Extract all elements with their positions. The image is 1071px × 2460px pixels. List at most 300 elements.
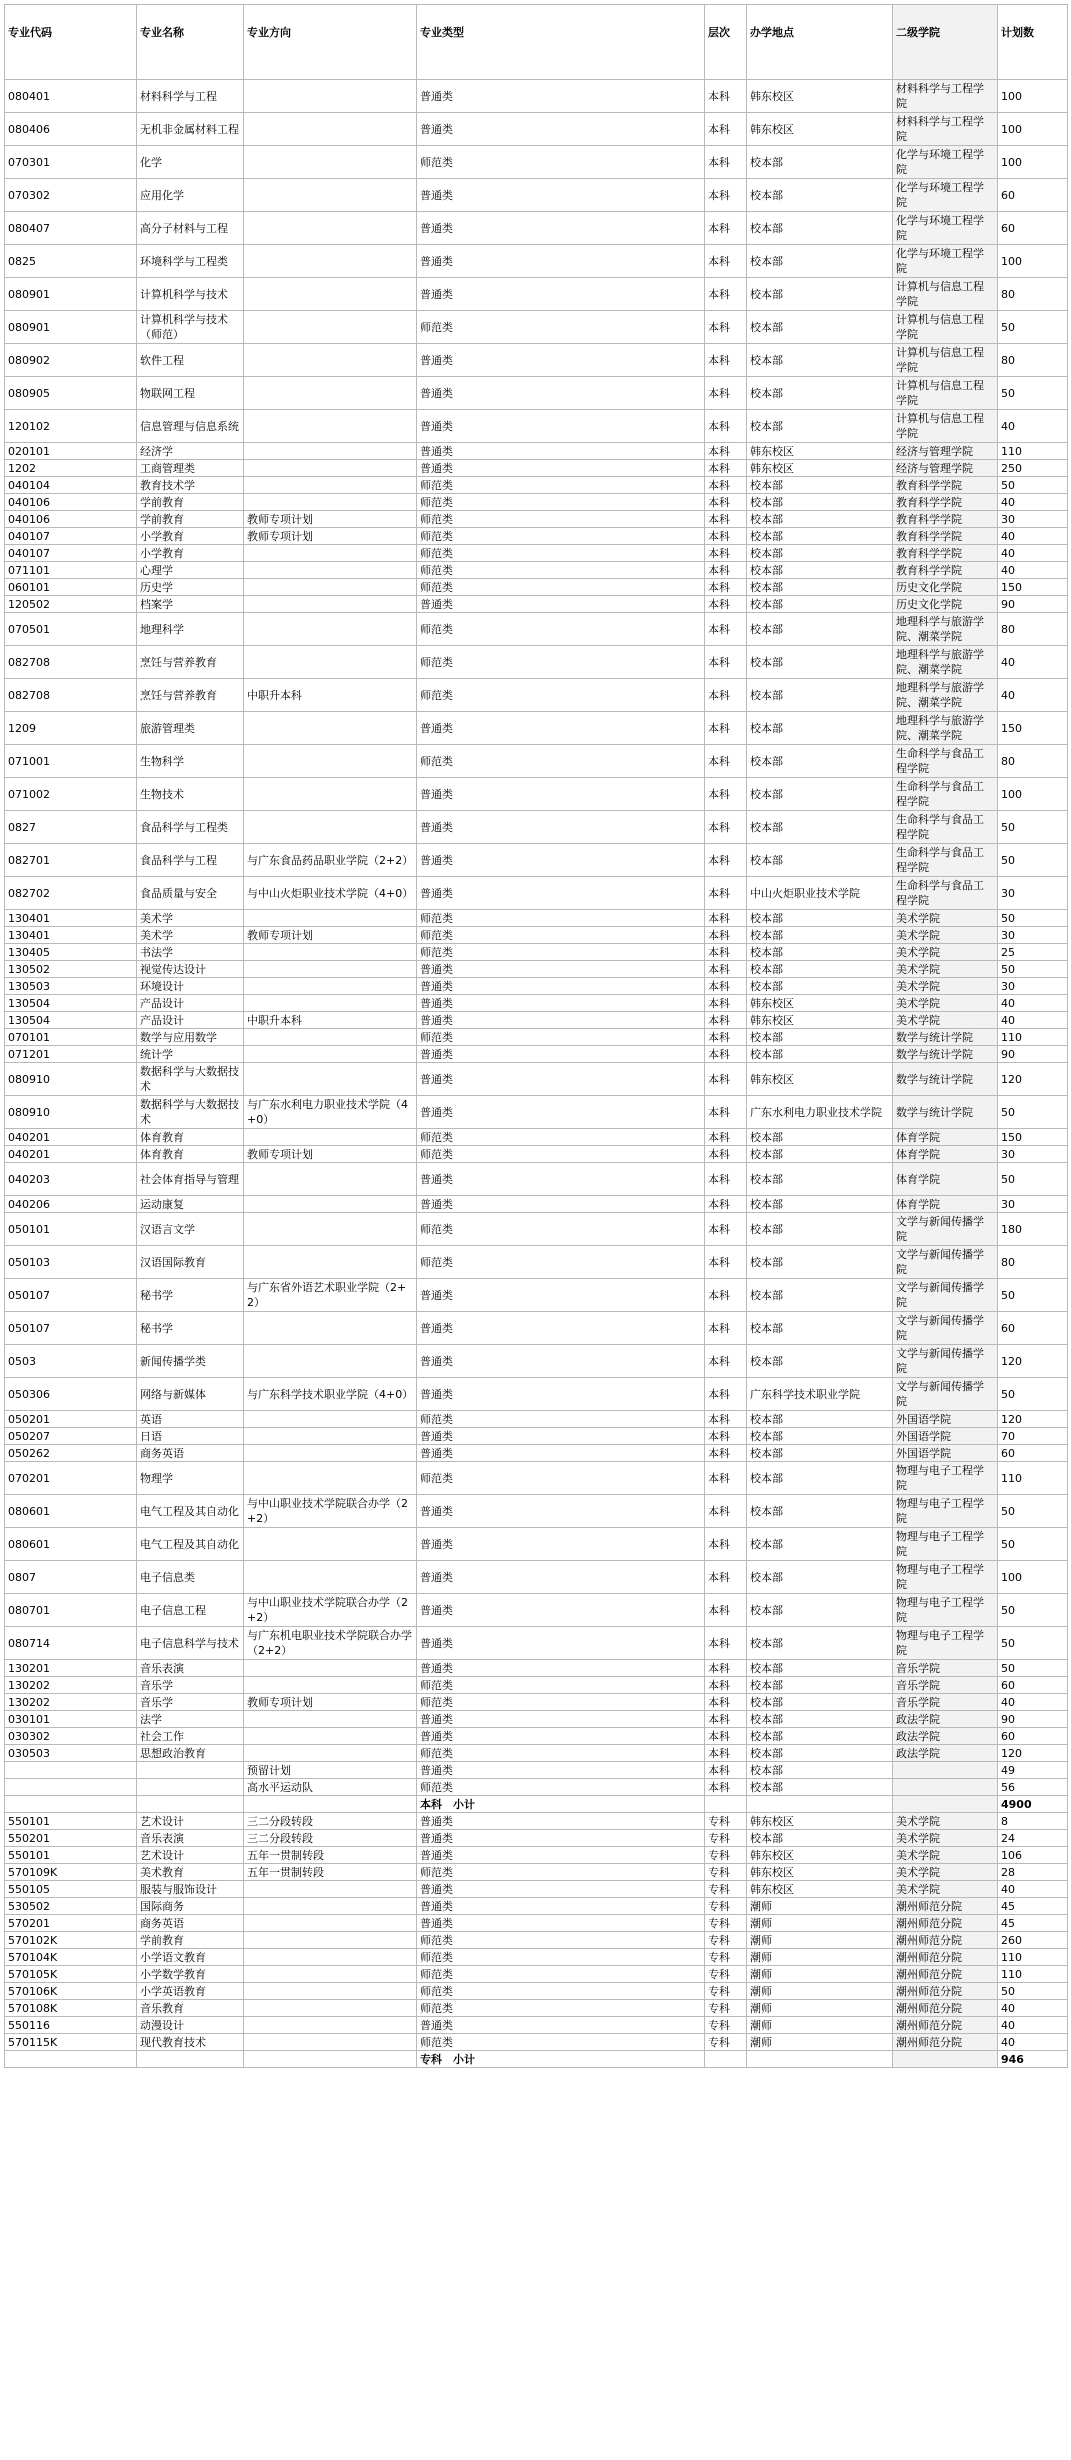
cell-level (705, 2051, 747, 2068)
cell-code: 071101 (5, 562, 137, 579)
cell-level: 本科 (705, 1561, 747, 1594)
cell-plan-count: 50 (998, 1163, 1068, 1196)
cell-direction (244, 961, 417, 978)
cell-plan-count: 100 (998, 146, 1068, 179)
table-row (5, 1728, 1068, 1745)
cell-direction (244, 2051, 417, 2068)
cell-college: 文学与新闻传播学院 (893, 1312, 998, 1345)
table-row (5, 443, 1068, 460)
cell-location: 校本部 (747, 596, 893, 613)
cell-level: 本科 (705, 528, 747, 545)
cell-level: 专科 (705, 1966, 747, 1983)
cell-major-name: 音乐学 (137, 1677, 244, 1694)
cell-college: 外国语学院 (893, 1411, 998, 1428)
cell-level: 本科 (705, 146, 747, 179)
cell-code: 040104 (5, 477, 137, 494)
cell-college: 音乐学院 (893, 1677, 998, 1694)
cell-location: 校本部 (747, 844, 893, 877)
cell-major-name: 秘书学 (137, 1312, 244, 1345)
cell-major-name: 学前教育 (137, 511, 244, 528)
cell-major-name: 艺术设计 (137, 1813, 244, 1830)
cell-type: 普通类 (417, 712, 705, 745)
cell-college: 体育学院 (893, 1163, 998, 1196)
cell-location: 校本部 (747, 1561, 893, 1594)
table-row (5, 1898, 1068, 1915)
table-row (5, 1046, 1068, 1063)
cell-plan-count: 56 (998, 1779, 1068, 1796)
cell-direction: 教师专项计划 (244, 927, 417, 944)
cell-plan-count: 100 (998, 1561, 1068, 1594)
cell-code: 570105K (5, 1966, 137, 1983)
cell-major-name (137, 2051, 244, 2068)
cell-level: 本科 (705, 311, 747, 344)
cell-type: 师范类 (417, 1246, 705, 1279)
cell-major-name (137, 1796, 244, 1813)
table-row (5, 1711, 1068, 1728)
table-row (5, 1864, 1068, 1881)
cell-college: 数学与统计学院 (893, 1063, 998, 1096)
cell-college: 体育学院 (893, 1146, 998, 1163)
cell-type: 普通类 (417, 410, 705, 443)
cell-major-name: 学前教育 (137, 1932, 244, 1949)
cell-major-name: 电气工程及其自动化 (137, 1528, 244, 1561)
cell-plan-count: 40 (998, 545, 1068, 562)
cell-type: 师范类 (417, 613, 705, 646)
cell-college: 历史文化学院 (893, 579, 998, 596)
cell-major-name: 体育教育 (137, 1146, 244, 1163)
cell-major-name: 美术教育 (137, 1864, 244, 1881)
cell-level: 专科 (705, 1813, 747, 1830)
cell-type: 普通类 (417, 1445, 705, 1462)
cell-college: 美术学院 (893, 927, 998, 944)
cell-type: 师范类 (417, 1029, 705, 1046)
table-row (5, 1528, 1068, 1561)
cell-college: 物理与电子工程学院 (893, 1462, 998, 1495)
cell-location: 校本部 (747, 377, 893, 410)
cell-major-name: 数据科学与大数据技术 (137, 1096, 244, 1129)
table-row (5, 927, 1068, 944)
cell-level: 本科 (705, 995, 747, 1012)
cell-location: 校本部 (747, 146, 893, 179)
cell-type: 普通类 (417, 778, 705, 811)
table-row (5, 2017, 1068, 2034)
cell-plan-count: 50 (998, 1983, 1068, 2000)
cell-major-name: 数据科学与大数据技术 (137, 1063, 244, 1096)
cell-direction (244, 1677, 417, 1694)
cell-level: 专科 (705, 2000, 747, 2017)
cell-code: 080905 (5, 377, 137, 410)
table-row (5, 1847, 1068, 1864)
cell-plan-count: 40 (998, 2034, 1068, 2051)
cell-plan-count: 45 (998, 1915, 1068, 1932)
cell-code: 020101 (5, 443, 137, 460)
cell-plan-count: 60 (998, 179, 1068, 212)
cell-location: 校本部 (747, 1711, 893, 1728)
table-row (5, 1660, 1068, 1677)
cell-type: 师范类 (417, 528, 705, 545)
cell-plan-count: 100 (998, 778, 1068, 811)
cell-location: 韩东校区 (747, 443, 893, 460)
cell-college: 教育科学学院 (893, 562, 998, 579)
cell-type: 普通类 (417, 1378, 705, 1411)
cell-plan-count: 50 (998, 1660, 1068, 1677)
cell-direction: 三二分段转段 (244, 1813, 417, 1830)
cell-major-name: 教育技术学 (137, 477, 244, 494)
cell-code: 030302 (5, 1728, 137, 1745)
cell-location: 校本部 (747, 1830, 893, 1847)
cell-type: 普通类 (417, 1762, 705, 1779)
table-row (5, 245, 1068, 278)
cell-plan-count: 40 (998, 528, 1068, 545)
cell-location: 校本部 (747, 1213, 893, 1246)
cell-level: 本科 (705, 910, 747, 927)
table-row (5, 745, 1068, 778)
cell-direction (244, 1246, 417, 1279)
cell-code: 080407 (5, 212, 137, 245)
cell-college: 数学与统计学院 (893, 1096, 998, 1129)
cell-direction (244, 1163, 417, 1196)
cell-location: 韩东校区 (747, 113, 893, 146)
cell-plan-count: 110 (998, 1029, 1068, 1046)
cell-major-name: 艺术设计 (137, 1847, 244, 1864)
cell-plan-count: 100 (998, 113, 1068, 146)
cell-direction: 与中山火炬职业技术学院（4+0） (244, 877, 417, 910)
cell-type: 普通类 (417, 1495, 705, 1528)
cell-plan-count: 30 (998, 1196, 1068, 1213)
cell-code: 080901 (5, 278, 137, 311)
cell-level: 本科 (705, 877, 747, 910)
cell-location: 校本部 (747, 1495, 893, 1528)
cell-code: 040106 (5, 494, 137, 511)
cell-code: 130202 (5, 1694, 137, 1711)
cell-code: 1202 (5, 460, 137, 477)
cell-plan-count: 50 (998, 910, 1068, 927)
cell-direction (244, 477, 417, 494)
cell-level (705, 1796, 747, 1813)
table-row (5, 778, 1068, 811)
cell-plan-count: 50 (998, 1279, 1068, 1312)
cell-major-name: 社会体育指导与管理 (137, 1163, 244, 1196)
cell-direction: 与广东机电职业技术学院联合办学（2+2） (244, 1627, 417, 1660)
cell-college: 潮州师范分院 (893, 1983, 998, 2000)
cell-college: 文学与新闻传播学院 (893, 1279, 998, 1312)
cell-code: 070201 (5, 1462, 137, 1495)
cell-level: 本科 (705, 460, 747, 477)
cell-college: 体育学院 (893, 1129, 998, 1146)
cell-direction: 教师专项计划 (244, 511, 417, 528)
cell-direction (244, 1915, 417, 1932)
cell-type: 师范类 (417, 1694, 705, 1711)
cell-college (893, 1779, 998, 1796)
cell-level: 本科 (705, 245, 747, 278)
cell-level: 本科 (705, 1462, 747, 1495)
cell-code: 030101 (5, 1711, 137, 1728)
cell-code: 071001 (5, 745, 137, 778)
cell-location: 广东水利电力职业技术学院 (747, 1096, 893, 1129)
cell-level: 本科 (705, 844, 747, 877)
cell-college: 物理与电子工程学院 (893, 1528, 998, 1561)
cell-plan-count: 40 (998, 1881, 1068, 1898)
cell-college: 美术学院 (893, 978, 998, 995)
cell-location: 校本部 (747, 646, 893, 679)
cell-major-name: 汉语国际教育 (137, 1246, 244, 1279)
table-row (5, 1345, 1068, 1378)
cell-type: 普通类 (417, 811, 705, 844)
cell-direction (244, 410, 417, 443)
table-header-row (5, 5, 1068, 80)
table-row (5, 844, 1068, 877)
cell-level: 专科 (705, 1915, 747, 1932)
cell-direction (244, 596, 417, 613)
cell-type: 普通类 (417, 1898, 705, 1915)
cell-location: 韩东校区 (747, 1847, 893, 1864)
cell-location: 校本部 (747, 1046, 893, 1063)
cell-code: 550101 (5, 1847, 137, 1864)
cell-plan-count: 40 (998, 679, 1068, 712)
cell-major-name: 服装与服饰设计 (137, 1881, 244, 1898)
cell-type: 普通类 (417, 1312, 705, 1345)
cell-type: 师范类 (417, 1779, 705, 1796)
cell-location: 校本部 (747, 978, 893, 995)
cell-code: 0503 (5, 1345, 137, 1378)
cell-major-name: 材料科学与工程 (137, 80, 244, 113)
cell-location: 潮师 (747, 2034, 893, 2051)
cell-location (747, 2051, 893, 2068)
cell-college: 数学与统计学院 (893, 1046, 998, 1063)
header-level: 层次 (705, 5, 747, 80)
table-row (5, 1932, 1068, 1949)
cell-direction: 教师专项计划 (244, 1694, 417, 1711)
cell-plan-count: 120 (998, 1411, 1068, 1428)
cell-level: 本科 (705, 1528, 747, 1561)
cell-location: 韩东校区 (747, 1012, 893, 1029)
cell-direction (244, 2017, 417, 2034)
cell-code: 071201 (5, 1046, 137, 1063)
cell-level: 本科 (705, 1495, 747, 1528)
cell-code: 080401 (5, 80, 137, 113)
cell-direction (244, 377, 417, 410)
cell-code: 071002 (5, 778, 137, 811)
cell-college: 计算机与信息工程学院 (893, 377, 998, 410)
cell-college: 计算机与信息工程学院 (893, 410, 998, 443)
cell-college: 物理与电子工程学院 (893, 1627, 998, 1660)
cell-direction (244, 1660, 417, 1677)
cell-direction (244, 1063, 417, 1096)
cell-location: 校本部 (747, 811, 893, 844)
cell-plan-count: 100 (998, 245, 1068, 278)
cell-level: 本科 (705, 712, 747, 745)
cell-level: 本科 (705, 579, 747, 596)
cell-location: 潮师 (747, 1915, 893, 1932)
table-row (5, 1312, 1068, 1345)
cell-type: 普通类 (417, 1063, 705, 1096)
cell-type: 师范类 (417, 1462, 705, 1495)
cell-location: 校本部 (747, 1428, 893, 1445)
cell-plan-count: 30 (998, 1146, 1068, 1163)
cell-major-name: 音乐学 (137, 1694, 244, 1711)
cell-college: 潮州师范分院 (893, 1932, 998, 1949)
cell-location: 韩东校区 (747, 1881, 893, 1898)
cell-direction (244, 778, 417, 811)
cell-direction (244, 311, 417, 344)
cell-level: 本科 (705, 410, 747, 443)
table-row (5, 613, 1068, 646)
cell-type: 师范类 (417, 1129, 705, 1146)
cell-code: 050262 (5, 1445, 137, 1462)
table-row (5, 1813, 1068, 1830)
table-row (5, 528, 1068, 545)
cell-level: 本科 (705, 377, 747, 410)
cell-type: 师范类 (417, 927, 705, 944)
cell-college: 教育科学学院 (893, 528, 998, 545)
cell-type: 普通类 (417, 877, 705, 910)
cell-college: 化学与环境工程学院 (893, 212, 998, 245)
table-row (5, 712, 1068, 745)
cell-location: 校本部 (747, 344, 893, 377)
cell-college: 文学与新闻传播学院 (893, 1378, 998, 1411)
cell-location: 校本部 (747, 1528, 893, 1561)
cell-level: 本科 (705, 1594, 747, 1627)
cell-major-name: 烹饪与营养教育 (137, 679, 244, 712)
table-row (5, 1146, 1068, 1163)
cell-plan-count: 40 (998, 995, 1068, 1012)
cell-direction (244, 1312, 417, 1345)
cell-type: 普通类 (417, 1660, 705, 1677)
cell-level: 本科 (705, 1146, 747, 1163)
cell-major-name: 产品设计 (137, 995, 244, 1012)
cell-type: 普通类 (417, 1012, 705, 1029)
table-row (5, 1012, 1068, 1029)
cell-location: 校本部 (747, 1677, 893, 1694)
cell-location: 潮师 (747, 1966, 893, 1983)
cell-plan-count: 50 (998, 1096, 1068, 1129)
cell-college: 美术学院 (893, 944, 998, 961)
cell-direction: 五年一贯制转段 (244, 1847, 417, 1864)
table-row (5, 1915, 1068, 1932)
table-row (5, 1495, 1068, 1528)
cell-direction: 中职升本科 (244, 679, 417, 712)
cell-location: 校本部 (747, 613, 893, 646)
cell-major-name: 小学教育 (137, 528, 244, 545)
cell-plan-count: 4900 (998, 1796, 1068, 1813)
cell-location: 校本部 (747, 494, 893, 511)
table-row (5, 511, 1068, 528)
cell-plan-count: 60 (998, 1445, 1068, 1462)
cell-level: 专科 (705, 1898, 747, 1915)
cell-major-name: 汉语言文学 (137, 1213, 244, 1246)
cell-plan-count: 946 (998, 2051, 1068, 2068)
cell-plan-count: 40 (998, 646, 1068, 679)
cell-code: 550201 (5, 1830, 137, 1847)
cell-major-name: 旅游管理类 (137, 712, 244, 745)
cell-direction (244, 545, 417, 562)
cell-code: 040106 (5, 511, 137, 528)
cell-location: 校本部 (747, 1146, 893, 1163)
cell-level: 本科 (705, 646, 747, 679)
cell-type: 普通类 (417, 460, 705, 477)
cell-plan-count: 110 (998, 1949, 1068, 1966)
cell-code: 040206 (5, 1196, 137, 1213)
cell-plan-count: 80 (998, 745, 1068, 778)
cell-type: 师范类 (417, 477, 705, 494)
cell-college: 地理科学与旅游学院、潮菜学院 (893, 679, 998, 712)
cell-level: 本科 (705, 1745, 747, 1762)
table-row (5, 646, 1068, 679)
cell-code (5, 2051, 137, 2068)
cell-major-name: 档案学 (137, 596, 244, 613)
cell-code: 130401 (5, 927, 137, 944)
cell-plan-count: 30 (998, 511, 1068, 528)
cell-college: 地理科学与旅游学院、潮菜学院 (893, 613, 998, 646)
cell-direction (244, 1462, 417, 1495)
cell-college: 地理科学与旅游学院、潮菜学院 (893, 712, 998, 745)
cell-level: 本科 (705, 778, 747, 811)
cell-college: 美术学院 (893, 1864, 998, 1881)
cell-plan-count: 150 (998, 579, 1068, 596)
cell-plan-count: 50 (998, 311, 1068, 344)
cell-direction: 教师专项计划 (244, 1146, 417, 1163)
cell-code: 130202 (5, 1677, 137, 1694)
cell-level: 本科 (705, 1677, 747, 1694)
table-row (5, 311, 1068, 344)
cell-direction: 预留计划 (244, 1762, 417, 1779)
cell-code: 130502 (5, 961, 137, 978)
cell-level: 本科 (705, 562, 747, 579)
cell-college: 文学与新闻传播学院 (893, 1345, 998, 1378)
cell-college: 政法学院 (893, 1711, 998, 1728)
cell-type: 师范类 (417, 1966, 705, 1983)
table-row (5, 377, 1068, 410)
cell-location: 校本部 (747, 961, 893, 978)
cell-code: 082708 (5, 679, 137, 712)
cell-college: 材料科学与工程学院 (893, 113, 998, 146)
cell-major-name: 电子信息工程 (137, 1594, 244, 1627)
cell-location: 校本部 (747, 1627, 893, 1660)
cell-direction (244, 613, 417, 646)
cell-direction (244, 1196, 417, 1213)
cell-direction: 与广东食品药品职业学院（2+2） (244, 844, 417, 877)
cell-type: 师范类 (417, 646, 705, 679)
cell-code: 130504 (5, 995, 137, 1012)
cell-code (5, 1779, 137, 1796)
table-row (5, 910, 1068, 927)
cell-college: 潮州师范分院 (893, 2017, 998, 2034)
cell-plan-count: 120 (998, 1345, 1068, 1378)
cell-location: 校本部 (747, 1129, 893, 1146)
table-row (5, 1949, 1068, 1966)
cell-direction (244, 1796, 417, 1813)
cell-type: 普通类 (417, 1594, 705, 1627)
cell-direction (244, 146, 417, 179)
cell-code: 130504 (5, 1012, 137, 1029)
cell-level: 本科 (705, 1246, 747, 1279)
cell-type: 师范类 (417, 2000, 705, 2017)
cell-plan-count: 30 (998, 927, 1068, 944)
cell-direction (244, 1983, 417, 2000)
subtotal-row (5, 1796, 1068, 1813)
cell-college: 化学与环境工程学院 (893, 179, 998, 212)
cell-code: 570201 (5, 1915, 137, 1932)
cell-type: 普通类 (417, 1428, 705, 1445)
cell-college: 计算机与信息工程学院 (893, 278, 998, 311)
cell-plan-count: 90 (998, 1046, 1068, 1063)
cell-type: 普通类 (417, 1528, 705, 1561)
cell-college: 历史文化学院 (893, 596, 998, 613)
cell-plan-count: 110 (998, 443, 1068, 460)
cell-level: 本科 (705, 1779, 747, 1796)
cell-code: 080406 (5, 113, 137, 146)
cell-location: 校本部 (747, 1345, 893, 1378)
